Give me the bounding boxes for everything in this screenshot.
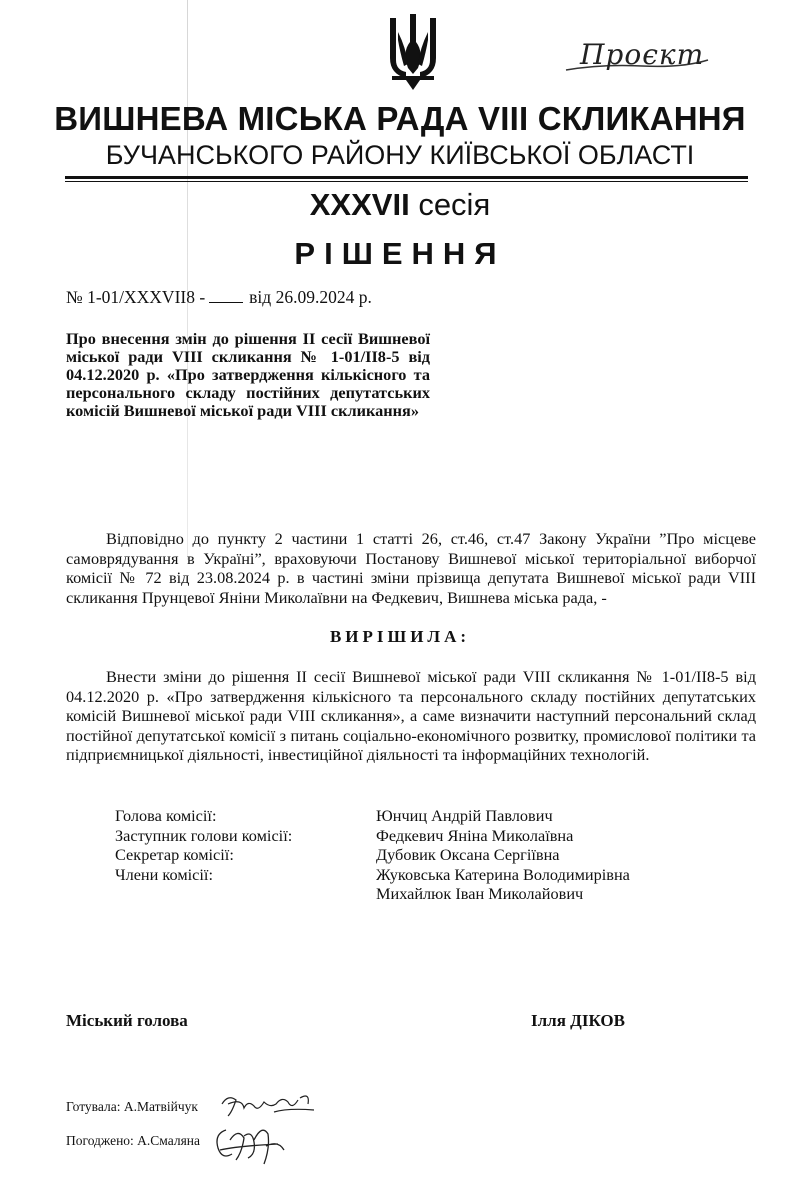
commission-member: Федкевич Яніна Миколаївна (376, 825, 574, 845)
session-number: XXXVII (309, 187, 410, 222)
header-rule-thin (65, 181, 748, 182)
resolution-paragraph (66, 667, 756, 765)
legal-basis-paragraph (66, 529, 756, 607)
commission-row (115, 865, 715, 885)
commission-row (115, 826, 715, 846)
legal-basis-text: Відповідно до пункту 2 частини 1 статті 26, ст.46, ст.47 Закону України ”Про місцеве самоврядування в Україні”, враховуючи Постанову Вишневої міської територіальної виборчої комісії № 72 від 23.08.2024 р. в частині зміни прізвища депутата Вишневої міської ради VIII скликання Прунцевої Яніни Миколаївни на Федкевич, Вишнева міська рада, - (66, 529, 756, 607)
commission-list (115, 806, 715, 904)
commission-row (115, 845, 715, 865)
handwritten-signature-agreed (208, 1120, 288, 1170)
agreed-by: Погоджено: А.Смаляна (66, 1133, 201, 1148)
decision-heading: РІШЕННЯ (294, 236, 506, 271)
commission-role: Секретар комісії: (115, 845, 234, 865)
district-title: БУЧАНСЬКОГО РАЙОНУ КИЇВСЬКОЇ ОБЛАСТІ (105, 140, 695, 170)
commission-role: Заступник голови комісії: (115, 825, 293, 845)
number-blank-line (209, 288, 243, 303)
decision-number (66, 287, 372, 308)
resolution-text: Внести зміни до рішення ІІ сесії Вишневої міської ради VIII скликання № 1-01/ІІ8-5 від 04.12.2020 р. «Про затвердження кількісного та персонального складу постійних депутатських комісій Вишневої міської ради VIII скликання», а саме визначити наступний персональний склад постійної депутатської комісії з питань соціально-економічного розвитку, промислової політики та підприємницької діяльності, інвестиційної діяльності та інформаційних технологій. (66, 667, 756, 765)
commission-row (115, 806, 715, 826)
decision-date: від 26.09.2024 р. (249, 287, 372, 307)
commission-member: Михайлюк Іван Миколайович (376, 884, 584, 904)
decision-number-prefix: № 1-01/XXXVII8 - (66, 287, 206, 307)
handwritten-signature-prepared (218, 1090, 318, 1124)
commission-member: Дубовик Оксана Сергіївна (376, 845, 560, 865)
commission-member: Юнчиц Андрій Павлович (376, 806, 553, 825)
header-rule-thick (65, 176, 748, 179)
draft-stamp-text: Проєкт (580, 38, 705, 71)
draft-stamp (562, 36, 712, 76)
resolved-heading: ВИРІШИЛА: (329, 627, 471, 646)
commission-role: Члени комісії: (115, 864, 213, 884)
commission-role (115, 884, 376, 904)
mayor-position: Міський голова (66, 1011, 188, 1030)
commission-row (115, 884, 715, 904)
session-word: сесія (418, 187, 491, 222)
scan-fold-line (187, 0, 188, 560)
session-title (0, 187, 800, 223)
prepared-by: Готувала: А.Матвійчук (66, 1099, 198, 1114)
council-title: ВИШНЕВА МІСЬКА РАДА VIII СКЛИКАННЯ (54, 100, 746, 137)
commission-member: Жуковська Катерина Володимирівна (376, 864, 630, 884)
trident-emblem-icon (384, 12, 442, 92)
commission-role: Голова комісії: (115, 806, 217, 825)
mayor-name: Ілля ДІКОВ (531, 1011, 625, 1030)
decision-subject: Про внесення змін до рішення ІІ сесії Вишневої міської ради VIII скликання № 1-01/ІІ8-5 від 04.12.2020 р. «Про затвердження кількісного та персонального складу постійних депутатських комісій Вишневої міської ради VIII скликання» (66, 329, 430, 420)
